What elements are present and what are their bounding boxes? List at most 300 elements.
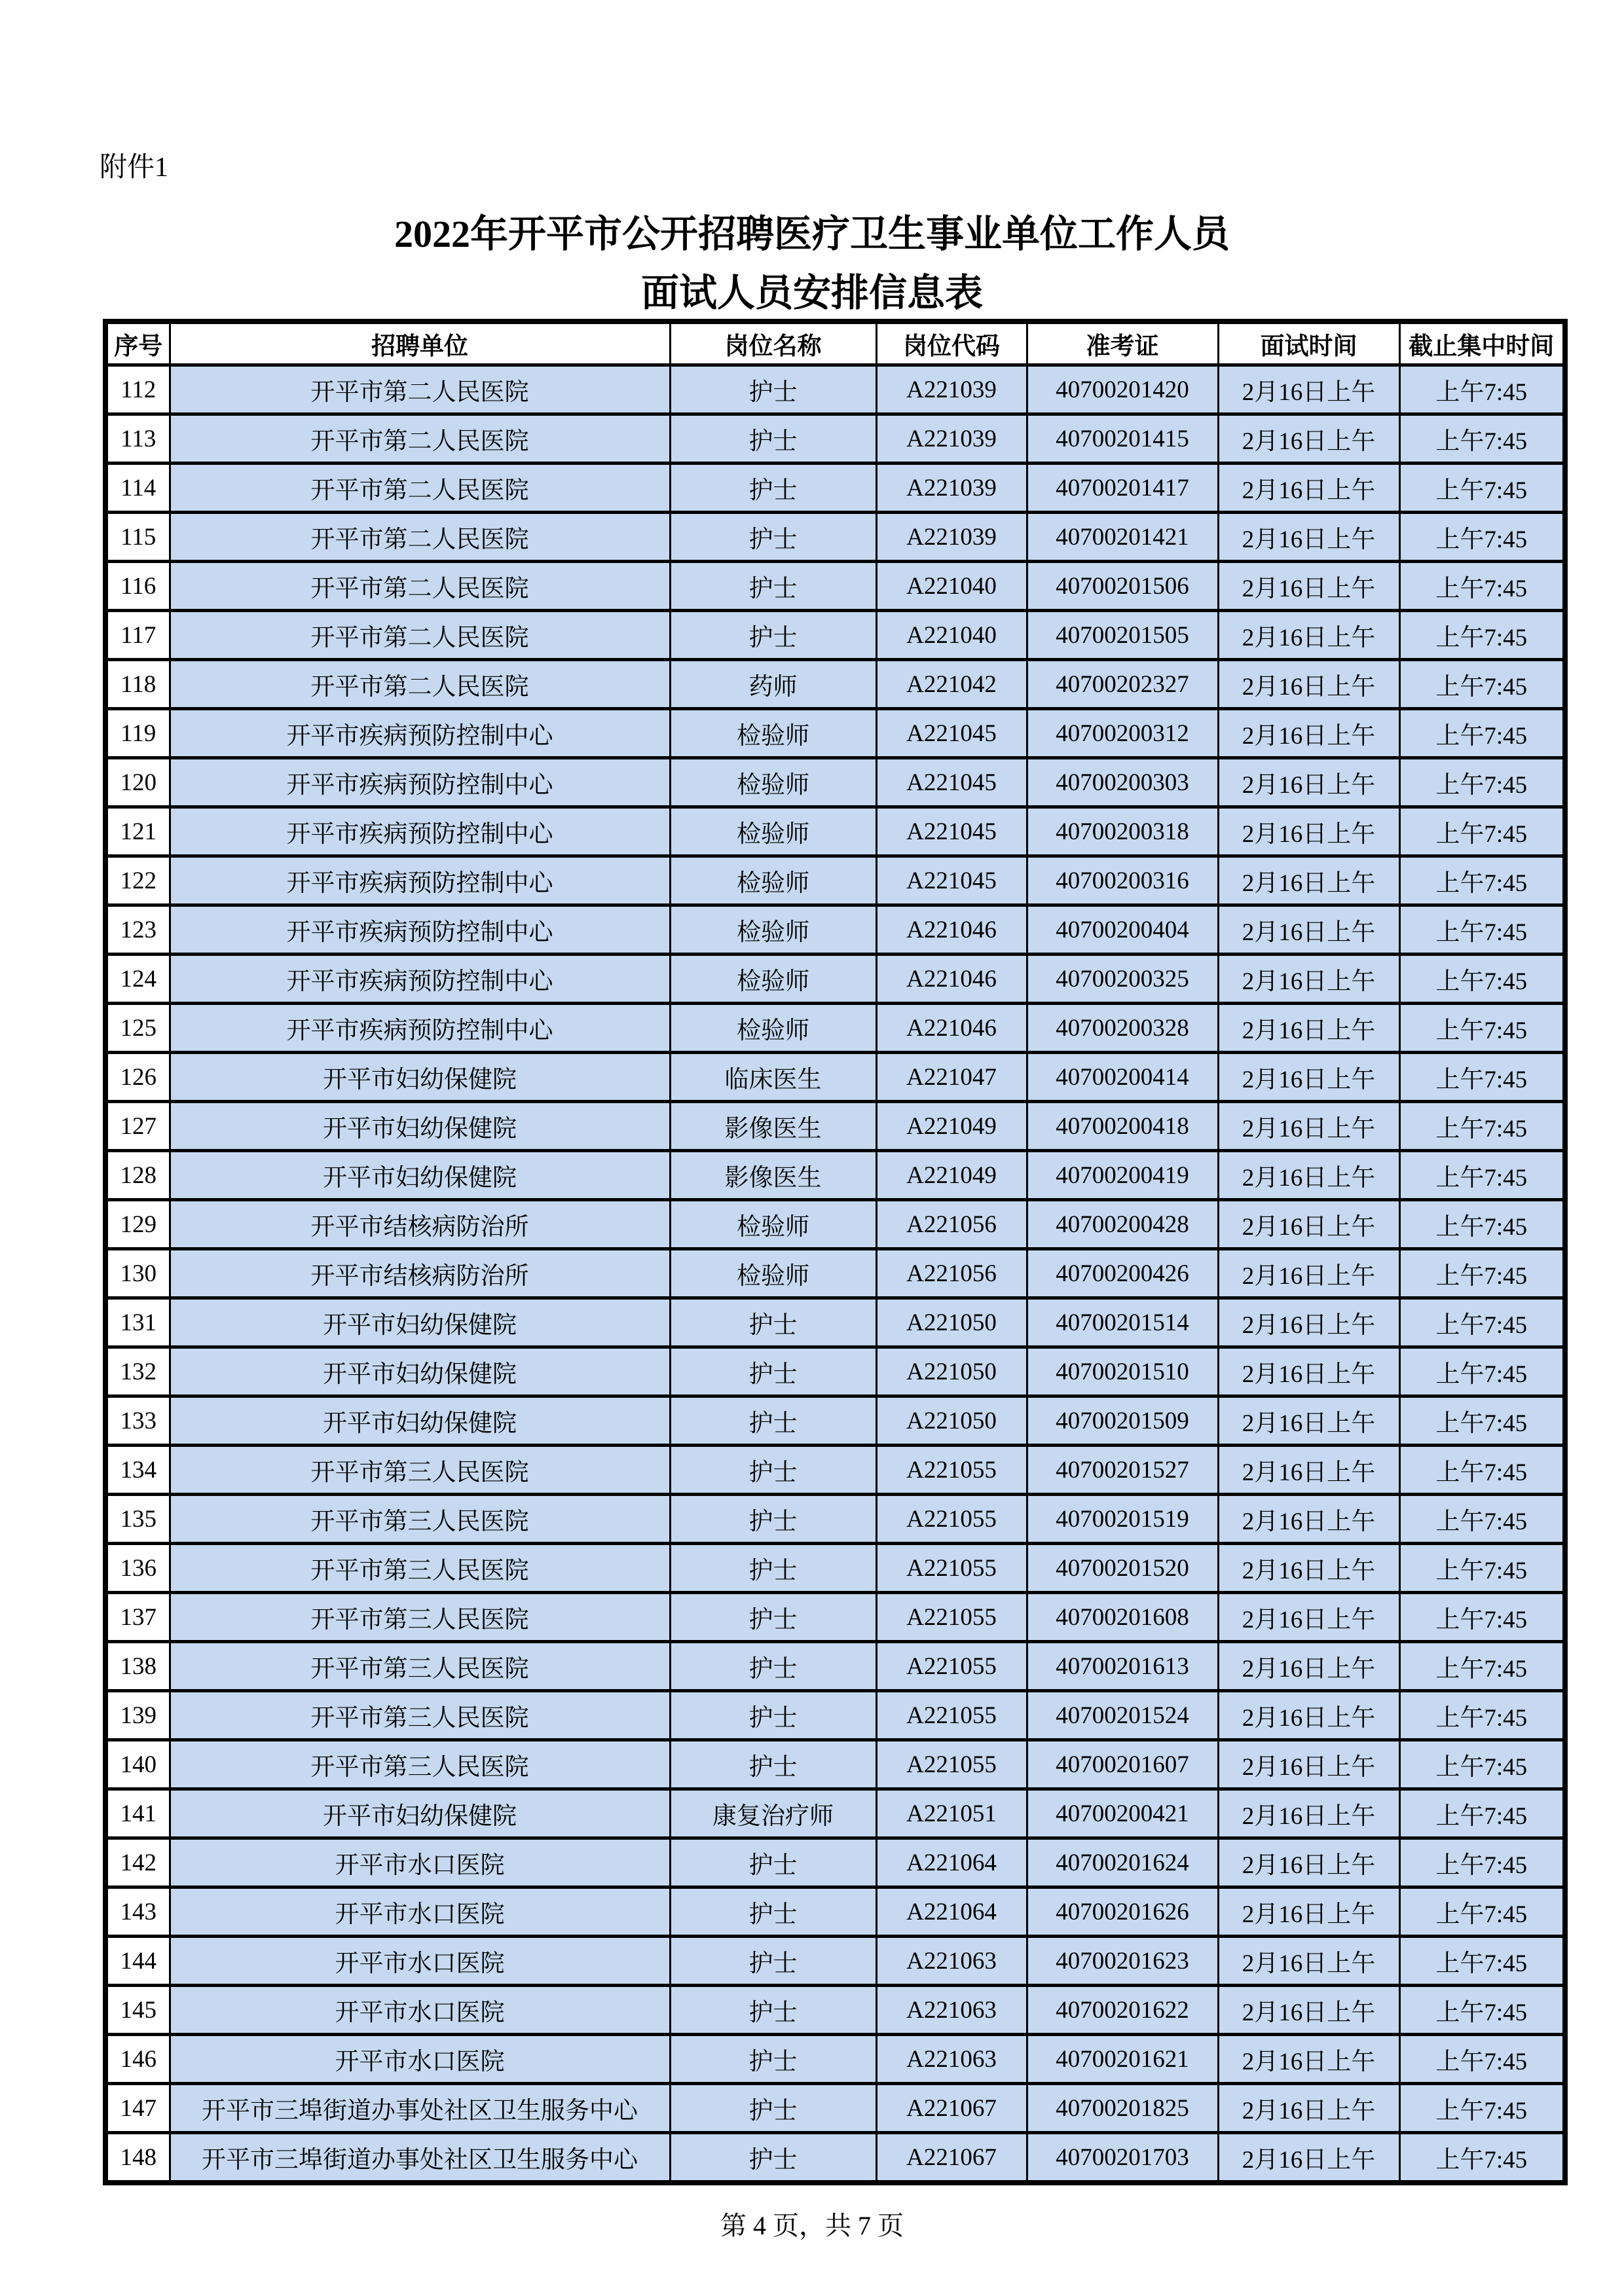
- unit-cell: 开平市妇幼保健院: [170, 1151, 670, 1200]
- position-cell: 检验师: [670, 1200, 876, 1249]
- seq-cell: 117: [105, 611, 170, 660]
- position-cell: 检验师: [670, 807, 876, 856]
- seq-cell: 127: [105, 1102, 170, 1151]
- ticket-cell: 40700201613: [1027, 1642, 1218, 1691]
- unit-cell: 开平市水口医院: [170, 1986, 670, 2035]
- ticket-cell: 40700201607: [1027, 1740, 1218, 1789]
- deadline-cell: 上午7:45: [1399, 1642, 1565, 1691]
- deadline-cell: 上午7:45: [1399, 1298, 1565, 1347]
- code-cell: A221040: [876, 562, 1027, 611]
- table-row: [105, 2035, 1565, 2084]
- table-row: [105, 1446, 1565, 1495]
- seq-cell: 131: [105, 1298, 170, 1347]
- table-row: [105, 1495, 1565, 1544]
- unit-cell: 开平市三埠街道办事处社区卫生服务中心: [170, 2133, 670, 2183]
- seq-cell: 124: [105, 955, 170, 1004]
- code-cell: A221064: [876, 1887, 1027, 1937]
- position-cell: 护士: [670, 1642, 876, 1691]
- unit-cell: 开平市妇幼保健院: [170, 1102, 670, 1151]
- time-cell: 2月16日上午: [1218, 1347, 1399, 1396]
- unit-cell: 开平市水口医院: [170, 1937, 670, 1986]
- time-cell: 2月16日上午: [1218, 2133, 1399, 2183]
- deadline-cell: 上午7:45: [1399, 2133, 1565, 2183]
- deadline-cell: 上午7:45: [1399, 1347, 1565, 1396]
- deadline-cell: 上午7:45: [1399, 1446, 1565, 1495]
- unit-cell: 开平市第三人民医院: [170, 1544, 670, 1593]
- position-cell: 护士: [670, 1838, 876, 1887]
- unit-cell: 开平市疾病预防控制中心: [170, 709, 670, 758]
- ticket-cell: 40700201506: [1027, 562, 1218, 611]
- position-cell: 药师: [670, 660, 876, 709]
- seq-cell: 137: [105, 1593, 170, 1642]
- deadline-cell: 上午7:45: [1399, 955, 1565, 1004]
- deadline-cell: 上午7:45: [1399, 562, 1565, 611]
- code-cell: A221063: [876, 2035, 1027, 2084]
- seq-cell: 135: [105, 1495, 170, 1544]
- deadline-cell: 上午7:45: [1399, 807, 1565, 856]
- ticket-cell: 40700200418: [1027, 1102, 1218, 1151]
- position-cell: 检验师: [670, 1249, 876, 1298]
- ticket-cell: 40700201703: [1027, 2133, 1218, 2183]
- unit-cell: 开平市妇幼保健院: [170, 1789, 670, 1838]
- ticket-cell: 40700201623: [1027, 1937, 1218, 1986]
- code-cell: A221067: [876, 2133, 1027, 2183]
- code-cell: A221050: [876, 1396, 1027, 1446]
- col-header-time: 面试时间: [1218, 321, 1399, 365]
- deadline-cell: 上午7:45: [1399, 1937, 1565, 1986]
- code-cell: A221055: [876, 1740, 1027, 1789]
- position-cell: 影像医生: [670, 1102, 876, 1151]
- seq-cell: 147: [105, 2084, 170, 2133]
- table-row: [105, 1691, 1565, 1740]
- deadline-cell: 上午7:45: [1399, 1544, 1565, 1593]
- code-cell: A221046: [876, 1004, 1027, 1053]
- seq-cell: 139: [105, 1691, 170, 1740]
- seq-cell: 115: [105, 513, 170, 562]
- seq-cell: 119: [105, 709, 170, 758]
- position-cell: 临床医生: [670, 1053, 876, 1102]
- position-cell: 影像医生: [670, 1151, 876, 1200]
- page-number: 第 4 页，共 7 页: [720, 2211, 904, 2240]
- time-cell: 2月16日上午: [1218, 1446, 1399, 1495]
- position-cell: 护士: [670, 1347, 876, 1396]
- unit-cell: 开平市水口医院: [170, 1838, 670, 1887]
- time-cell: 2月16日上午: [1218, 905, 1399, 955]
- ticket-cell: 40700200328: [1027, 1004, 1218, 1053]
- deadline-cell: 上午7:45: [1399, 1053, 1565, 1102]
- ticket-cell: 40700201417: [1027, 464, 1218, 513]
- code-cell: A221050: [876, 1298, 1027, 1347]
- table-row: [105, 1838, 1565, 1887]
- table-row: [105, 1298, 1565, 1347]
- deadline-cell: 上午7:45: [1399, 905, 1565, 955]
- time-cell: 2月16日上午: [1218, 1102, 1399, 1151]
- table-row: [105, 1544, 1565, 1593]
- deadline-cell: 上午7:45: [1399, 1249, 1565, 1298]
- time-cell: 2月16日上午: [1218, 2084, 1399, 2133]
- seq-cell: 112: [105, 365, 170, 414]
- time-cell: 2月16日上午: [1218, 1838, 1399, 1887]
- time-cell: 2月16日上午: [1218, 1151, 1399, 1200]
- code-cell: A221051: [876, 1789, 1027, 1838]
- ticket-cell: 40700200318: [1027, 807, 1218, 856]
- deadline-cell: 上午7:45: [1399, 1495, 1565, 1544]
- unit-cell: 开平市妇幼保健院: [170, 1347, 670, 1396]
- position-cell: 护士: [670, 1593, 876, 1642]
- time-cell: 2月16日上午: [1218, 660, 1399, 709]
- ticket-cell: 40700201505: [1027, 611, 1218, 660]
- time-cell: 2月16日上午: [1218, 1495, 1399, 1544]
- table-row: [105, 758, 1565, 807]
- seq-cell: 148: [105, 2133, 170, 2183]
- attachment-label: 附件1: [100, 153, 169, 183]
- ticket-cell: 40700201519: [1027, 1495, 1218, 1544]
- time-cell: 2月16日上午: [1218, 513, 1399, 562]
- unit-cell: 开平市第二人民医院: [170, 513, 670, 562]
- time-cell: 2月16日上午: [1218, 1740, 1399, 1789]
- table-row: [105, 1789, 1565, 1838]
- table-row: [105, 513, 1565, 562]
- position-cell: 护士: [670, 1887, 876, 1937]
- col-header-position: 岗位名称: [670, 321, 876, 365]
- position-cell: 检验师: [670, 709, 876, 758]
- time-cell: 2月16日上午: [1218, 365, 1399, 414]
- unit-cell: 开平市水口医院: [170, 2035, 670, 2084]
- deadline-cell: 上午7:45: [1399, 1151, 1565, 1200]
- unit-cell: 开平市三埠街道办事处社区卫生服务中心: [170, 2084, 670, 2133]
- seq-cell: 118: [105, 660, 170, 709]
- code-cell: A221056: [876, 1249, 1027, 1298]
- table-header-row: [105, 321, 1565, 365]
- position-cell: 护士: [670, 464, 876, 513]
- code-cell: A221063: [876, 1986, 1027, 2035]
- code-cell: A221064: [876, 1838, 1027, 1887]
- ticket-cell: 40700201421: [1027, 513, 1218, 562]
- position-cell: 护士: [670, 562, 876, 611]
- table-row: [105, 2133, 1565, 2183]
- table-row: [105, 611, 1565, 660]
- col-header-seq: 序号: [105, 321, 170, 365]
- deadline-cell: 上午7:45: [1399, 2035, 1565, 2084]
- position-cell: 检验师: [670, 856, 876, 905]
- page-title: 2022年开平市公开招聘医疗卫生事业单位工作人员: [394, 213, 1230, 255]
- deadline-cell: 上午7:45: [1399, 611, 1565, 660]
- ticket-cell: 40700200316: [1027, 856, 1218, 905]
- seq-cell: 138: [105, 1642, 170, 1691]
- code-cell: A221055: [876, 1544, 1027, 1593]
- deadline-cell: 上午7:45: [1399, 414, 1565, 464]
- ticket-cell: 40700200303: [1027, 758, 1218, 807]
- position-cell: 护士: [670, 1495, 876, 1544]
- deadline-cell: 上午7:45: [1399, 1986, 1565, 2035]
- ticket-cell: 40700201415: [1027, 414, 1218, 464]
- seq-cell: 122: [105, 856, 170, 905]
- ticket-cell: 40700200312: [1027, 709, 1218, 758]
- deadline-cell: 上午7:45: [1399, 1004, 1565, 1053]
- position-cell: 护士: [670, 513, 876, 562]
- unit-cell: 开平市第三人民医院: [170, 1691, 670, 1740]
- unit-cell: 开平市第三人民医院: [170, 1740, 670, 1789]
- code-cell: A221050: [876, 1347, 1027, 1396]
- time-cell: 2月16日上午: [1218, 1249, 1399, 1298]
- table-row: [105, 1887, 1565, 1937]
- seq-cell: 120: [105, 758, 170, 807]
- table-row: [105, 414, 1565, 464]
- position-cell: 护士: [670, 1937, 876, 1986]
- unit-cell: 开平市疾病预防控制中心: [170, 905, 670, 955]
- ticket-cell: 40700201420: [1027, 365, 1218, 414]
- deadline-cell: 上午7:45: [1399, 513, 1565, 562]
- code-cell: A221039: [876, 513, 1027, 562]
- time-cell: 2月16日上午: [1218, 464, 1399, 513]
- time-cell: 2月16日上午: [1218, 1396, 1399, 1446]
- position-cell: 检验师: [670, 955, 876, 1004]
- time-cell: 2月16日上午: [1218, 856, 1399, 905]
- code-cell: A221055: [876, 1495, 1027, 1544]
- position-cell: 护士: [670, 414, 876, 464]
- time-cell: 2月16日上午: [1218, 1986, 1399, 2035]
- time-cell: 2月16日上午: [1218, 611, 1399, 660]
- ticket-cell: 40700200325: [1027, 955, 1218, 1004]
- code-cell: A221055: [876, 1446, 1027, 1495]
- table-row: [105, 709, 1565, 758]
- deadline-cell: 上午7:45: [1399, 464, 1565, 513]
- position-cell: 护士: [670, 2035, 876, 2084]
- time-cell: 2月16日上午: [1218, 414, 1399, 464]
- unit-cell: 开平市水口医院: [170, 1887, 670, 1937]
- deadline-cell: 上午7:45: [1399, 1102, 1565, 1151]
- unit-cell: 开平市第三人民医院: [170, 1495, 670, 1544]
- position-cell: 护士: [670, 2133, 876, 2183]
- time-cell: 2月16日上午: [1218, 1691, 1399, 1740]
- code-cell: A221063: [876, 1937, 1027, 1986]
- unit-cell: 开平市疾病预防控制中心: [170, 1004, 670, 1053]
- ticket-cell: 40700200414: [1027, 1053, 1218, 1102]
- table-row: [105, 1004, 1565, 1053]
- interview-schedule-table: [103, 319, 1568, 2185]
- position-cell: 护士: [670, 1298, 876, 1347]
- code-cell: A221040: [876, 611, 1027, 660]
- ticket-cell: 40700201624: [1027, 1838, 1218, 1887]
- unit-cell: 开平市妇幼保健院: [170, 1396, 670, 1446]
- time-cell: 2月16日上午: [1218, 1200, 1399, 1249]
- code-cell: A221045: [876, 709, 1027, 758]
- position-cell: 检验师: [670, 905, 876, 955]
- seq-cell: 144: [105, 1937, 170, 1986]
- ticket-cell: 40700201510: [1027, 1347, 1218, 1396]
- unit-cell: 开平市结核病防治所: [170, 1249, 670, 1298]
- table-row: [105, 1200, 1565, 1249]
- unit-cell: 开平市第二人民医院: [170, 414, 670, 464]
- table-row: [105, 562, 1565, 611]
- time-cell: 2月16日上午: [1218, 1593, 1399, 1642]
- table-row: [105, 1937, 1565, 1986]
- deadline-cell: 上午7:45: [1399, 856, 1565, 905]
- seq-cell: 128: [105, 1151, 170, 1200]
- code-cell: A221055: [876, 1691, 1027, 1740]
- seq-cell: 126: [105, 1053, 170, 1102]
- table-row: [105, 1151, 1565, 1200]
- col-header-ticket: 准考证: [1027, 321, 1218, 365]
- position-cell: 检验师: [670, 758, 876, 807]
- seq-cell: 116: [105, 562, 170, 611]
- seq-cell: 121: [105, 807, 170, 856]
- position-cell: 护士: [670, 1691, 876, 1740]
- deadline-cell: 上午7:45: [1399, 1740, 1565, 1789]
- table-row: [105, 1347, 1565, 1396]
- code-cell: A221045: [876, 856, 1027, 905]
- position-cell: 护士: [670, 1396, 876, 1446]
- seq-cell: 125: [105, 1004, 170, 1053]
- unit-cell: 开平市疾病预防控制中心: [170, 758, 670, 807]
- ticket-cell: 40700201825: [1027, 2084, 1218, 2133]
- position-cell: 护士: [670, 1446, 876, 1495]
- table-row: [105, 1593, 1565, 1642]
- ticket-cell: 40700200426: [1027, 1249, 1218, 1298]
- ticket-cell: 40700201608: [1027, 1593, 1218, 1642]
- col-header-code: 岗位代码: [876, 321, 1027, 365]
- col-header-unit: 招聘单位: [170, 321, 670, 365]
- seq-cell: 114: [105, 464, 170, 513]
- table-row: [105, 2084, 1565, 2133]
- position-cell: 护士: [670, 2084, 876, 2133]
- seq-cell: 141: [105, 1789, 170, 1838]
- unit-cell: 开平市疾病预防控制中心: [170, 807, 670, 856]
- unit-cell: 开平市第二人民医院: [170, 365, 670, 414]
- table-row: [105, 464, 1565, 513]
- table-row: [105, 807, 1565, 856]
- deadline-cell: 上午7:45: [1399, 1396, 1565, 1446]
- code-cell: A221046: [876, 905, 1027, 955]
- deadline-cell: 上午7:45: [1399, 1200, 1565, 1249]
- code-cell: A221045: [876, 758, 1027, 807]
- table-row: [105, 1740, 1565, 1789]
- ticket-cell: 40700201527: [1027, 1446, 1218, 1495]
- page-subtitle: 面试人员安排信息表: [640, 272, 983, 314]
- time-cell: 2月16日上午: [1218, 1053, 1399, 1102]
- code-cell: A221047: [876, 1053, 1027, 1102]
- ticket-cell: 40700201622: [1027, 1986, 1218, 2035]
- ticket-cell: 40700201509: [1027, 1396, 1218, 1446]
- seq-cell: 143: [105, 1887, 170, 1937]
- ticket-cell: 40700201524: [1027, 1691, 1218, 1740]
- seq-cell: 140: [105, 1740, 170, 1789]
- seq-cell: 145: [105, 1986, 170, 2035]
- col-header-deadline: 截止集中时间: [1399, 321, 1565, 365]
- time-cell: 2月16日上午: [1218, 2035, 1399, 2084]
- ticket-cell: 40700201626: [1027, 1887, 1218, 1937]
- deadline-cell: 上午7:45: [1399, 1691, 1565, 1740]
- seq-cell: 113: [105, 414, 170, 464]
- deadline-cell: 上午7:45: [1399, 2084, 1565, 2133]
- code-cell: A221056: [876, 1200, 1027, 1249]
- time-cell: 2月16日上午: [1218, 955, 1399, 1004]
- unit-cell: 开平市第二人民医院: [170, 562, 670, 611]
- deadline-cell: 上午7:45: [1399, 758, 1565, 807]
- code-cell: A221045: [876, 807, 1027, 856]
- ticket-cell: 40700201621: [1027, 2035, 1218, 2084]
- time-cell: 2月16日上午: [1218, 1298, 1399, 1347]
- unit-cell: 开平市第二人民医院: [170, 660, 670, 709]
- deadline-cell: 上午7:45: [1399, 1593, 1565, 1642]
- seq-cell: 142: [105, 1838, 170, 1887]
- table-row: [105, 1642, 1565, 1691]
- code-cell: A221049: [876, 1151, 1027, 1200]
- table-row: [105, 660, 1565, 709]
- table-row: [105, 955, 1565, 1004]
- unit-cell: 开平市第二人民医院: [170, 611, 670, 660]
- ticket-cell: 40700201514: [1027, 1298, 1218, 1347]
- deadline-cell: 上午7:45: [1399, 709, 1565, 758]
- position-cell: 护士: [670, 611, 876, 660]
- time-cell: 2月16日上午: [1218, 1789, 1399, 1838]
- unit-cell: 开平市第二人民医院: [170, 464, 670, 513]
- code-cell: A221055: [876, 1642, 1027, 1691]
- code-cell: A221042: [876, 660, 1027, 709]
- seq-cell: 132: [105, 1347, 170, 1396]
- time-cell: 2月16日上午: [1218, 1544, 1399, 1593]
- code-cell: A221039: [876, 464, 1027, 513]
- table-row: [105, 1102, 1565, 1151]
- seq-cell: 130: [105, 1249, 170, 1298]
- code-cell: A221055: [876, 1593, 1027, 1642]
- unit-cell: 开平市妇幼保健院: [170, 1298, 670, 1347]
- table-row: [105, 365, 1565, 414]
- position-cell: 护士: [670, 365, 876, 414]
- ticket-cell: 40700200428: [1027, 1200, 1218, 1249]
- ticket-cell: 40700201520: [1027, 1544, 1218, 1593]
- seq-cell: 129: [105, 1200, 170, 1249]
- time-cell: 2月16日上午: [1218, 758, 1399, 807]
- table-row: [105, 1396, 1565, 1446]
- position-cell: 护士: [670, 1740, 876, 1789]
- time-cell: 2月16日上午: [1218, 1642, 1399, 1691]
- unit-cell: 开平市结核病防治所: [170, 1200, 670, 1249]
- unit-cell: 开平市第三人民医院: [170, 1642, 670, 1691]
- time-cell: 2月16日上午: [1218, 1887, 1399, 1937]
- deadline-cell: 上午7:45: [1399, 1838, 1565, 1887]
- ticket-cell: 40700202327: [1027, 660, 1218, 709]
- seq-cell: 123: [105, 905, 170, 955]
- position-cell: 护士: [670, 1986, 876, 2035]
- position-cell: 康复治疗师: [670, 1789, 876, 1838]
- table-row: [105, 1249, 1565, 1298]
- code-cell: A221039: [876, 365, 1027, 414]
- position-cell: 检验师: [670, 1004, 876, 1053]
- unit-cell: 开平市疾病预防控制中心: [170, 856, 670, 905]
- deadline-cell: 上午7:45: [1399, 365, 1565, 414]
- position-cell: 护士: [670, 1544, 876, 1593]
- time-cell: 2月16日上午: [1218, 807, 1399, 856]
- time-cell: 2月16日上午: [1218, 1004, 1399, 1053]
- ticket-cell: 40700200419: [1027, 1151, 1218, 1200]
- seq-cell: 146: [105, 2035, 170, 2084]
- code-cell: A221067: [876, 2084, 1027, 2133]
- ticket-cell: 40700200404: [1027, 905, 1218, 955]
- table-row: [105, 856, 1565, 905]
- deadline-cell: 上午7:45: [1399, 660, 1565, 709]
- seq-cell: 136: [105, 1544, 170, 1593]
- code-cell: A221049: [876, 1102, 1027, 1151]
- deadline-cell: 上午7:45: [1399, 1887, 1565, 1937]
- deadline-cell: 上午7:45: [1399, 1789, 1565, 1838]
- ticket-cell: 40700200421: [1027, 1789, 1218, 1838]
- table-row: [105, 905, 1565, 955]
- time-cell: 2月16日上午: [1218, 1937, 1399, 1986]
- unit-cell: 开平市疾病预防控制中心: [170, 955, 670, 1004]
- time-cell: 2月16日上午: [1218, 709, 1399, 758]
- table-row: [105, 1053, 1565, 1102]
